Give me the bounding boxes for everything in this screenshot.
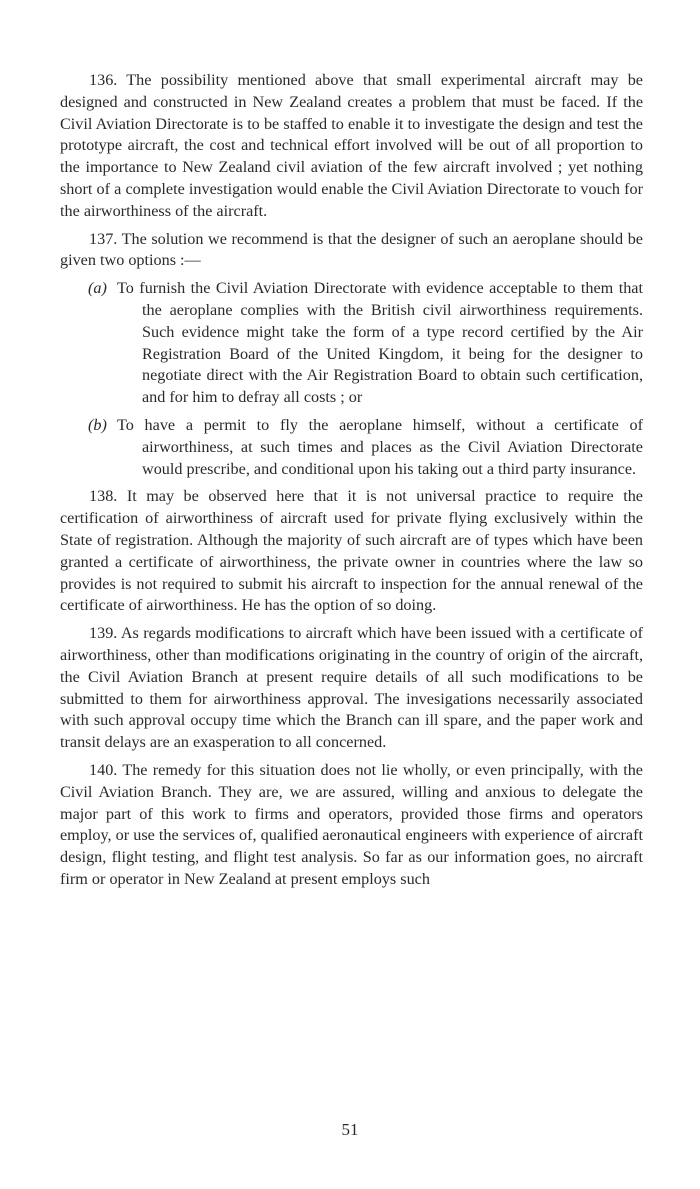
option-b-text: To have a permit to fly the aeroplane himself, without a certificate of airworthiness, at such times and places as the Civil Aviation Directorate would prescribe, and conditional upon his taking out a third party insurance. xyxy=(117,415,643,478)
paragraph-137: 137. The solution we recommend is that the designer of such an aeroplane should be given two options :— xyxy=(60,229,643,270)
option-b xyxy=(60,415,643,480)
paragraph-140: 140. The remedy for this situation does not lie wholly, or even principally, with the Civil Aviation Branch. They are, we are assured, willing and anxious to delegate the major part of this work to firms and operators, provided those firms and operators employ, or use the services of, qualified aeronautical engineers with experience of aircraft design, flight testing, and flight test analysis. So far as our information goes, no aircraft firm or operator in New Zealand at present employs such xyxy=(60,760,643,888)
option-a-marker: (a) xyxy=(88,279,107,298)
option-a-text: To furnish the Civil Aviation Directorate with evidence acceptable to them that the aeroplane complies with the British civil airworthiness requirements. Such evidence might take the form of a type record certified by the Air Registration Board of the United Kingdom, it being for the designer to negotiate direct with the Air Registration Board to obtain such certification, and for him to defray all costs ; or xyxy=(117,279,643,407)
options-list xyxy=(60,278,643,480)
page-number: 51 xyxy=(341,1120,359,1139)
paragraph-138: 138. It may be observed here that it is not universal practice to require the certification of airworthiness of aircraft used for private flying exclusively within the State of registration. Although the majority of such aircraft are of types which have been granted a certificate of airworthiness, the private owner in countries where the law so provides is not required to submit his aircraft to inspection for the annual renewal of the certificate of airworthiness. He has the option of so doing. xyxy=(60,487,643,615)
paragraph-139: 139. As regards modifications to aircraft which have been issued with a certificate of airworthiness, other than modifications originating in the country of origin of the aircraft, the Civil Aviation Branch at present require details of all such modifications to be submitted to them for airworthiness approval. The invesigations necessarily associated with such approval occupy time which the Branch can ill spare, and the paper work and transit delays are an exasperation to all concerned. xyxy=(60,624,643,752)
paragraph-136: 136. The possibility mentioned above that small experimental aircraft may be designed and constructed in New Zealand creates a problem that must be faced. If the Civil Aviation Directorate is to be staffed to enable it to investigate the design and test the prototype aircraft, the cost and technical effort involved will be out of all proportion to the importance to New Zealand civil aviation of the few aircraft involved ; yet nothing short of a complete investigation would enable the Civil Aviation Directorate to vouch for the airworthiness of the aircraft. xyxy=(60,71,643,220)
document-page xyxy=(60,70,643,897)
option-a xyxy=(60,278,643,409)
option-b-marker: (b) xyxy=(88,415,107,434)
